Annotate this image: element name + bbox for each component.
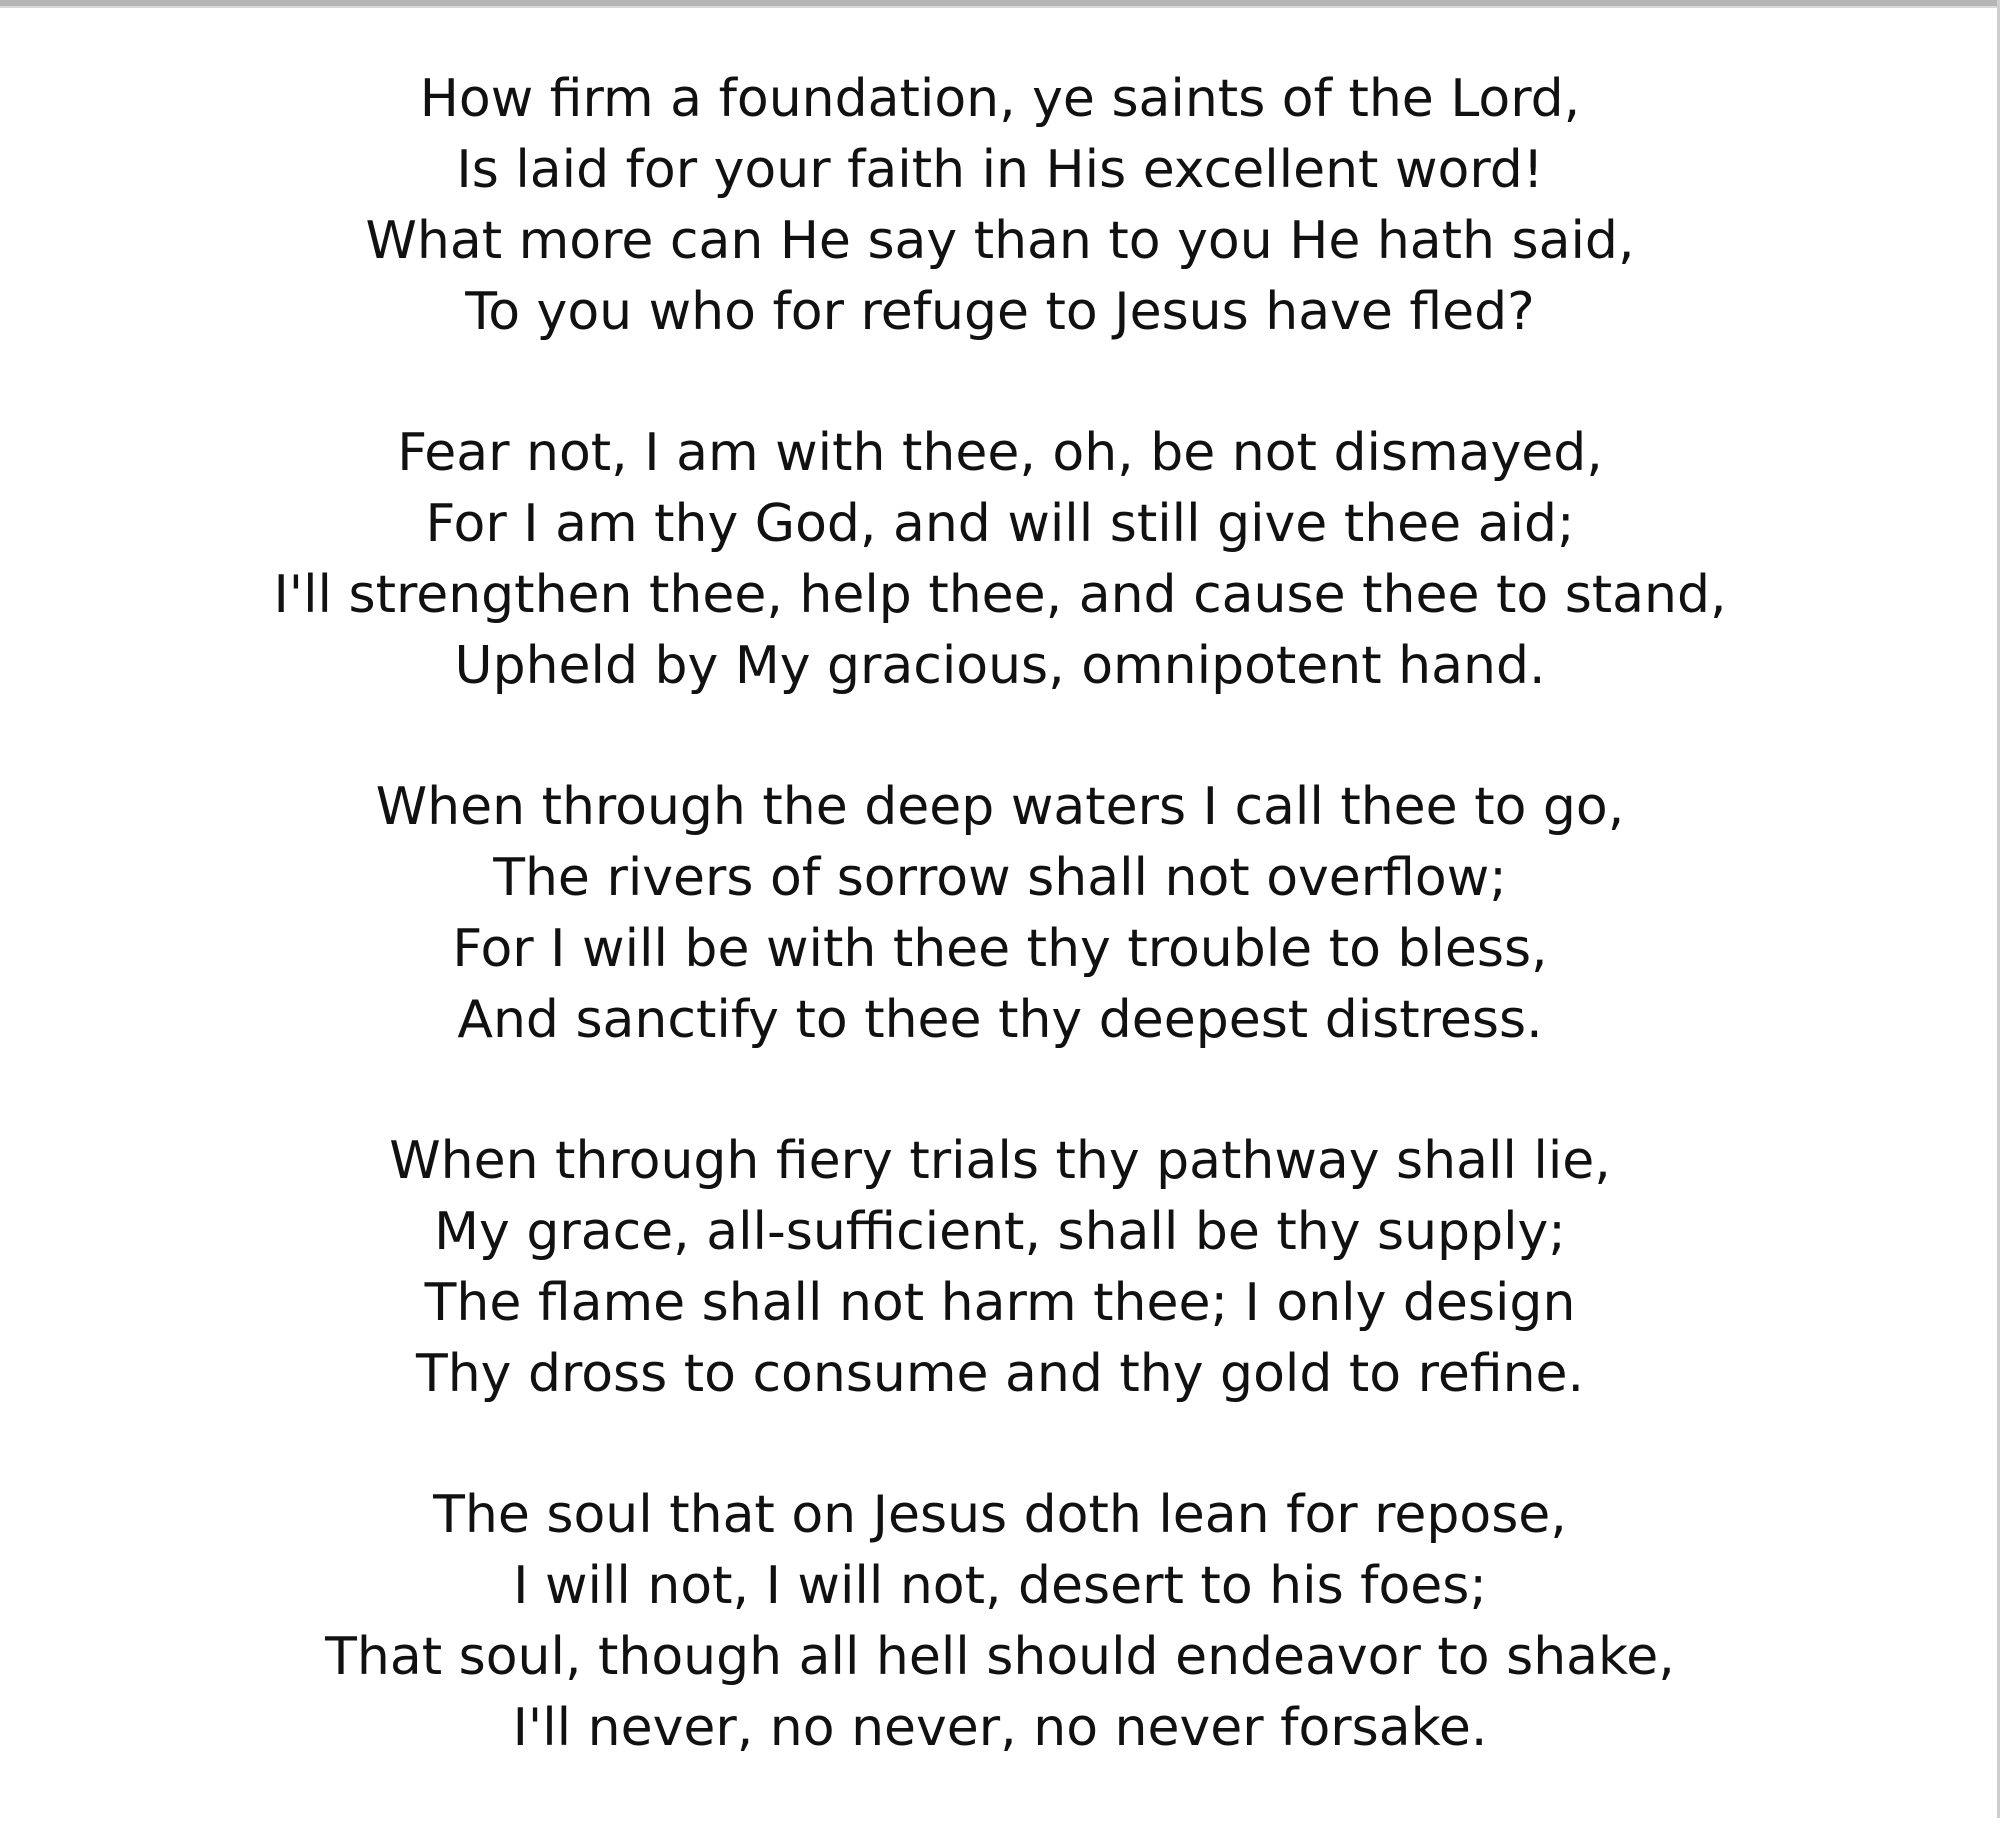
stanza-line: How firm a foundation, ye saints of the Lord,	[419, 69, 1581, 129]
stanza-line: I'll strengthen thee, help thee, and cause thee to stand,	[273, 565, 1727, 625]
hymn-document	[0, 64, 2000, 1834]
stanza-line: I'll never, no never, no never forsake.	[512, 1698, 1488, 1758]
stanza-line: I will not, I will not, desert to his foes;	[513, 1556, 1487, 1616]
stanza-line: Is laid for your faith in His excellent word!	[456, 140, 1544, 200]
stanza-2	[0, 418, 2000, 702]
stanza-5	[0, 1480, 2000, 1764]
stanza-3	[0, 772, 2000, 1056]
stanza-line: What more can He say than to you He hath said,	[365, 211, 1635, 271]
stanza-line: The soul that on Jesus doth lean for repose,	[433, 1485, 1567, 1545]
top-border	[0, 0, 2000, 8]
stanza-line: The rivers of sorrow shall not overflow;	[493, 848, 1507, 908]
stanza-line: Upheld by My gracious, omnipotent hand.	[454, 636, 1546, 696]
stanza-line: That soul, though all hell should endeavor to shake,	[325, 1627, 1675, 1687]
stanza-line: When through fiery trials thy pathway shall lie,	[389, 1131, 1611, 1191]
stanza-line: For I am thy God, and will still give thee aid;	[425, 494, 1575, 554]
stanza-line: Thy dross to consume and thy gold to refine.	[415, 1344, 1585, 1404]
stanza-1	[0, 64, 2000, 348]
stanza-line: For I will be with thee thy trouble to bless,	[452, 919, 1548, 979]
stanza-line: My grace, all-sufficient, shall be thy supply;	[434, 1202, 1566, 1262]
stanza-line: And sanctify to thee thy deepest distress.	[457, 990, 1543, 1050]
stanza-line: Fear not, I am with thee, oh, be not dismayed,	[397, 423, 1603, 483]
stanza-line: The flame shall not harm thee; I only design	[424, 1273, 1576, 1333]
stanza-line: To you who for refuge to Jesus have fled?	[465, 282, 1535, 342]
stanza-line: When through the deep waters I call thee to go,	[375, 777, 1625, 837]
stanza-4	[0, 1126, 2000, 1410]
